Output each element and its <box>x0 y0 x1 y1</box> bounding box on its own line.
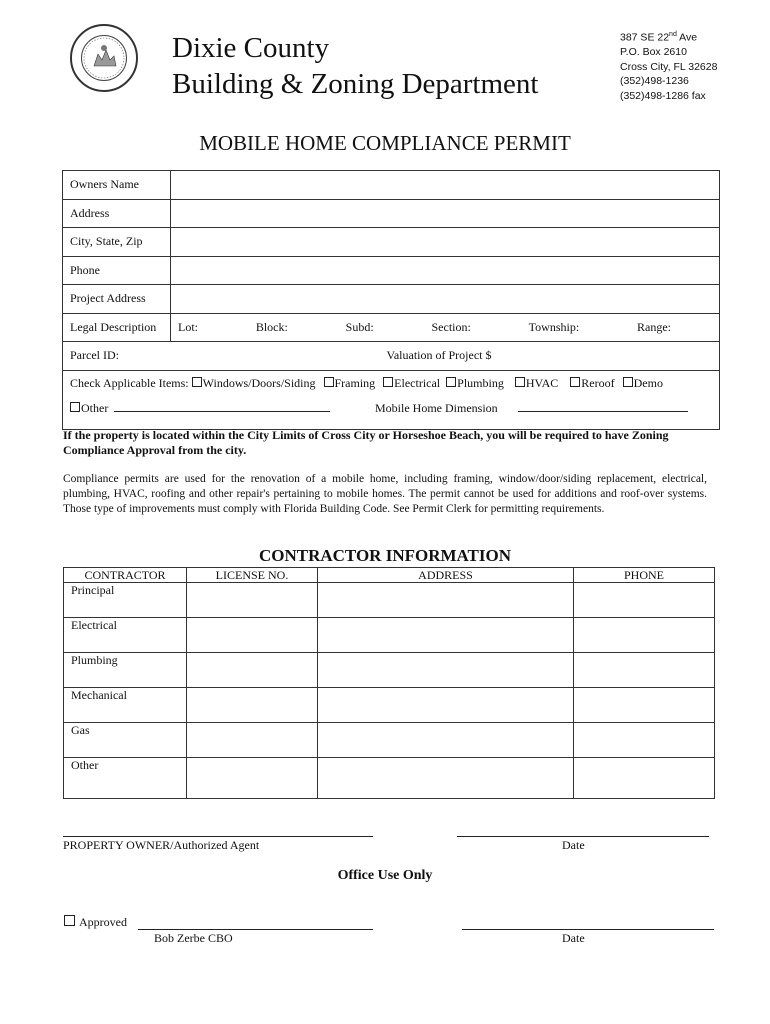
address-cell[interactable] <box>318 618 574 653</box>
check-items-label: Check Applicable Items: <box>70 375 189 390</box>
range-label: Range: <box>636 319 671 334</box>
section-label: Section: <box>431 319 471 334</box>
phone-cell[interactable] <box>574 758 715 799</box>
address-cell[interactable] <box>318 688 574 723</box>
city-state-zip-field[interactable] <box>171 228 720 257</box>
other-line[interactable] <box>114 401 330 412</box>
row-label-plumbing: Plumbing <box>64 653 187 688</box>
license-cell[interactable] <box>187 758 318 799</box>
valuation-label: Valuation of Project $ <box>386 348 492 363</box>
phone-cell[interactable] <box>574 583 715 618</box>
phone-cell[interactable] <box>574 688 715 723</box>
county-seal-logo <box>70 24 138 92</box>
item-demo[interactable]: Demo <box>623 376 663 390</box>
check-items-cell <box>63 370 720 429</box>
item-other[interactable]: Other <box>70 401 108 415</box>
form-title: MOBILE HOME COMPLIANCE PERMIT <box>199 131 571 155</box>
checkbox-icon[interactable] <box>446 377 456 387</box>
item-hvac[interactable]: HVAC <box>515 376 558 390</box>
approved-label: Approved <box>79 915 127 929</box>
project-address-field[interactable] <box>171 285 720 314</box>
item-windows-doors-siding[interactable]: Windows/Doors/Siding <box>192 376 316 390</box>
header-phone: PHONE <box>574 568 715 583</box>
address-field[interactable] <box>171 199 720 228</box>
city-limits-notice: If the property is located within the City Limits of Cross City or Horseshoe Beach, you will be required to have Zoning Compliance Approval from the city. <box>63 428 669 457</box>
approved-checkbox[interactable] <box>64 915 127 930</box>
cbo-date-line[interactable] <box>462 929 714 930</box>
mobile-home-dimension-label: Mobile Home Dimension <box>375 400 498 415</box>
checkbox-icon[interactable] <box>383 377 393 387</box>
license-cell[interactable] <box>187 653 318 688</box>
owner-signature-line[interactable] <box>63 836 373 837</box>
block-label: Block: <box>255 319 288 334</box>
table-row <box>64 688 715 723</box>
owners-name-field[interactable] <box>171 171 720 200</box>
address-cell[interactable] <box>318 653 574 688</box>
owners-name-label: Owners Name <box>63 171 171 200</box>
row-label-electrical: Electrical <box>64 618 187 653</box>
checkbox-icon[interactable] <box>192 377 202 387</box>
city-state-zip-label: City, State, Zip <box>63 228 171 257</box>
fax-number: (352)498-1286 fax <box>620 89 706 102</box>
owner-date-line[interactable] <box>457 836 709 837</box>
compliance-paragraph: Compliance permits are used for the renovation of a mobile home, including framing, window/door/siding replacement, electrical, plumbing, HVAC, roofing and other repair's pertaining to mobile homes. The permit cannot be used for additions and roof-over systems. Those type of improvements must comply with Florida Building Code. See Permit Clerk for permitting requirements. <box>63 473 707 515</box>
row-label-principal: Principal <box>64 583 187 618</box>
row-label-mechanical: Mechanical <box>64 688 187 723</box>
cbo-date-label: Date <box>562 931 585 945</box>
contractor-section-title: CONTRACTOR INFORMATION <box>258 546 512 565</box>
phone-field[interactable] <box>171 256 720 285</box>
dept-line-1: Dixie County <box>172 32 330 64</box>
address-label: Address <box>63 199 171 228</box>
mobile-home-dimension-line[interactable] <box>518 401 688 412</box>
department-title <box>172 30 538 102</box>
checkbox-icon[interactable] <box>515 377 525 387</box>
dept-line-2: Building & Zoning Department <box>172 68 539 100</box>
license-cell[interactable] <box>187 618 318 653</box>
contractor-table <box>63 567 715 799</box>
header-license: LICENSE NO. <box>187 568 318 583</box>
checkbox-icon[interactable] <box>570 377 580 387</box>
license-cell[interactable] <box>187 688 318 723</box>
table-row <box>64 653 715 688</box>
cbo-signature-line[interactable] <box>138 929 373 930</box>
checkbox-icon[interactable] <box>70 402 80 412</box>
legal-description-label: Legal Description <box>63 313 171 342</box>
cbo-name: Bob Zerbe CBO <box>154 931 233 945</box>
owner-date-label: Date <box>562 838 585 852</box>
address-cell[interactable] <box>318 758 574 799</box>
city-line: Cross City, FL 32628 <box>620 60 718 73</box>
item-reroof[interactable]: Reroof <box>570 376 614 390</box>
po-box: P.O. Box 2610 <box>620 46 687 59</box>
township-label: Township: <box>528 319 580 334</box>
parcel-id-label: Parcel ID: <box>70 348 119 363</box>
table-row <box>64 758 715 799</box>
license-cell[interactable] <box>187 583 318 618</box>
item-plumbing[interactable]: Plumbing <box>446 376 504 390</box>
address-cell[interactable] <box>318 583 574 618</box>
legal-description-field[interactable] <box>171 313 720 342</box>
owner-info-table <box>62 170 720 430</box>
owner-signature-label: PROPERTY OWNER/Authorized Agent <box>63 838 260 852</box>
lot-label: Lot: <box>178 319 198 334</box>
checkbox-icon[interactable] <box>64 915 75 926</box>
header-contractor: CONTRACTOR <box>64 568 187 583</box>
table-row <box>64 723 715 758</box>
header-address: ADDRESS <box>318 568 574 583</box>
parcel-valuation-row[interactable] <box>63 342 720 371</box>
phone-cell[interactable] <box>574 723 715 758</box>
project-address-label: Project Address <box>63 285 171 314</box>
phone-number: (352)498-1236 <box>620 75 689 88</box>
address-cell[interactable] <box>318 723 574 758</box>
department-address <box>620 28 717 103</box>
phone-cell[interactable] <box>574 653 715 688</box>
subd-label: Subd: <box>345 319 374 334</box>
row-label-gas: Gas <box>64 723 187 758</box>
item-electrical[interactable]: Electrical <box>383 376 440 390</box>
license-cell[interactable] <box>187 723 318 758</box>
phone-cell[interactable] <box>574 618 715 653</box>
table-row <box>64 618 715 653</box>
row-label-other: Other <box>64 758 187 799</box>
street-address: 387 SE 22nd Ave <box>620 31 698 44</box>
phone-label: Phone <box>63 256 171 285</box>
table-row <box>64 583 715 618</box>
checkbox-icon[interactable] <box>623 377 633 387</box>
office-use-heading: Office Use Only <box>337 868 433 883</box>
item-framing[interactable]: Framing <box>324 376 376 390</box>
checkbox-icon[interactable] <box>324 377 334 387</box>
